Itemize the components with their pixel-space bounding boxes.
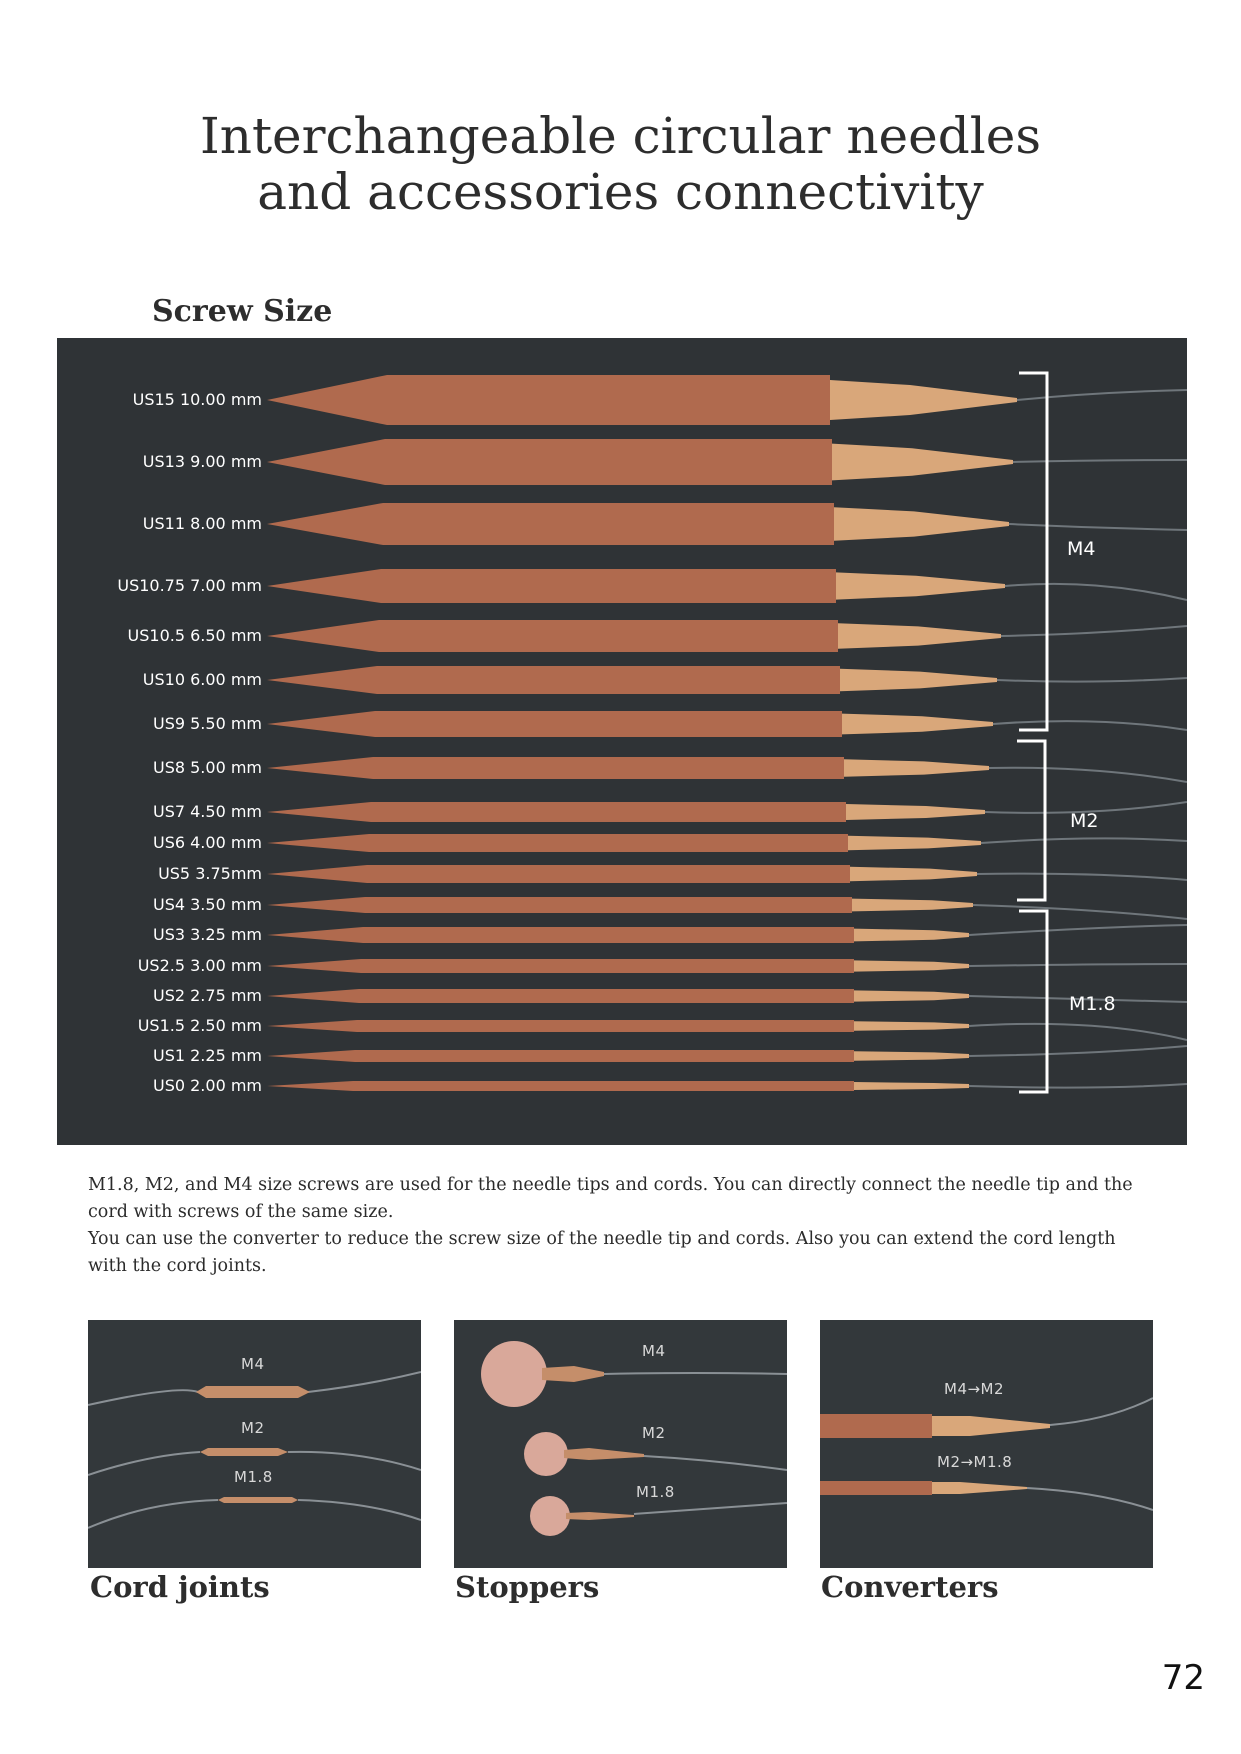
- cord-line: [973, 905, 1187, 919]
- needle-tip: [267, 1050, 854, 1062]
- needle-tip: [267, 439, 832, 485]
- needle: [267, 865, 977, 883]
- needle: [267, 989, 969, 1003]
- size-label: US1.5 2.50 mm: [137, 1016, 262, 1035]
- brass-screw: [844, 759, 989, 777]
- cord-joints-photo: [88, 1320, 421, 1568]
- needle-tip: [267, 959, 854, 973]
- needle-tip: [267, 569, 836, 603]
- needle-tip: [267, 897, 852, 913]
- needle-tip: [267, 989, 854, 1003]
- group-bracket: [1019, 373, 1047, 730]
- brass-screw: [840, 669, 997, 691]
- brass-screw: [838, 623, 1001, 649]
- stopper-ball-m4: [481, 1341, 547, 1407]
- brass-screw: [834, 507, 1009, 541]
- stopper-label-m1-8: M1.8: [636, 1483, 675, 1501]
- brass-screw: [836, 572, 1005, 599]
- needle: [267, 834, 981, 852]
- size-label: US5 3.75mm: [158, 864, 262, 883]
- title-line-2: and accessories connectivity: [257, 163, 984, 221]
- section-title: Screw Size: [152, 294, 333, 329]
- needle-tip: [267, 620, 838, 652]
- page-title: [0, 108, 1241, 220]
- group-bracket: [1017, 741, 1045, 900]
- cord-line: [969, 1084, 1187, 1088]
- cord-line: [977, 874, 1187, 880]
- cord-line: [1027, 1488, 1153, 1510]
- joint-m1-8: [218, 1497, 298, 1503]
- stopper-screw-m1-8: [566, 1512, 634, 1520]
- brass-screw: [854, 1021, 969, 1031]
- needle: [267, 757, 989, 779]
- converter-m2-to-m1-8: [932, 1482, 1027, 1494]
- size-label: US6 4.00 mm: [152, 833, 262, 852]
- size-label: US8 5.00 mm: [152, 758, 262, 777]
- converter-label-m4-m2: M4→M2: [944, 1380, 1005, 1398]
- stopper-label-m4: M4: [642, 1342, 666, 1360]
- brass-screw: [842, 714, 993, 735]
- title-line-1: Interchangeable circular needles: [200, 107, 1041, 165]
- caption-stoppers: Stoppers: [455, 1570, 600, 1604]
- size-label: US0 2.00 mm: [152, 1076, 262, 1095]
- group-label-m2: M2: [1070, 810, 1099, 832]
- size-label: US1 2.25 mm: [152, 1046, 262, 1065]
- stopper-label-m2: M2: [642, 1424, 666, 1442]
- stoppers-illustration: [454, 1320, 787, 1568]
- stopper-screw-m4: [542, 1366, 604, 1382]
- converter-needle-m4: [820, 1414, 932, 1438]
- size-label: US3 3.25 mm: [152, 925, 262, 944]
- needle: [267, 620, 1001, 652]
- needle-tip: [267, 927, 854, 943]
- needle-tip: [267, 666, 840, 694]
- brass-screw: [850, 867, 977, 881]
- cord-line: [969, 1024, 1187, 1040]
- size-label: US9 5.50 mm: [152, 714, 262, 733]
- cord-joint-label-m2: M2: [241, 1419, 265, 1437]
- size-label: US10 6.00 mm: [142, 670, 262, 689]
- group-label-m4: M4: [1067, 538, 1096, 560]
- size-label: US11 8.00 mm: [142, 514, 262, 533]
- needle-tip: [267, 1020, 854, 1032]
- cord-line: [969, 964, 1187, 966]
- size-label: US2 2.75 mm: [152, 986, 262, 1005]
- cord-line: [997, 678, 1187, 682]
- needle: [267, 375, 1017, 425]
- brass-screw: [832, 444, 1013, 481]
- cord-line: [634, 1503, 787, 1514]
- cord-line: [1009, 524, 1187, 530]
- joint-m4: [196, 1386, 310, 1398]
- cord-line: [1050, 1398, 1153, 1425]
- needle: [267, 1050, 969, 1062]
- size-label: US10.75 7.00 mm: [117, 576, 262, 595]
- page-number: 72: [1161, 1658, 1205, 1698]
- converters-illustration: [820, 1320, 1153, 1568]
- stopper-screw-m2: [564, 1448, 644, 1460]
- size-label: US13 9.00 mm: [142, 452, 262, 471]
- size-label-column: [57, 338, 262, 1145]
- group-label-m1-8: M1.8: [1069, 993, 1116, 1015]
- needle-tip: [267, 802, 846, 822]
- brass-screw: [846, 804, 985, 820]
- converter-m4-to-m2: [932, 1416, 1050, 1436]
- joint-m2: [200, 1448, 288, 1456]
- cord-line: [644, 1456, 787, 1470]
- cord-line: [1001, 626, 1187, 636]
- description-paragraph-2: You can use the converter to reduce the screw size of the needle tip and cords. Also you can extend the cord length with the cord joints.: [88, 1229, 1116, 1276]
- needle-tip: [267, 865, 850, 883]
- needle-tip: [267, 375, 830, 425]
- needle-tip: [267, 834, 848, 852]
- converters-photo: [820, 1320, 1153, 1568]
- stopper-ball-m2: [524, 1432, 568, 1476]
- size-label: US2.5 3.00 mm: [137, 956, 262, 975]
- needle: [267, 1081, 969, 1091]
- cord-line: [969, 1046, 1187, 1056]
- description-paragraph-1: M1.8, M2, and M4 size screws are used for the needle tips and cords. You can directly connect the needle tip and the cord with screws of the same size.: [88, 1175, 1133, 1222]
- stoppers-photo: [454, 1320, 787, 1568]
- needle: [267, 959, 969, 973]
- cord-line: [1005, 584, 1187, 600]
- brass-screw: [854, 1082, 969, 1090]
- converter-label-m2-m1-8: M2→M1.8: [937, 1453, 1013, 1471]
- caption-cord-joints: Cord joints: [90, 1570, 270, 1604]
- needle-tip: [267, 757, 844, 779]
- needle-tip: [267, 1081, 854, 1091]
- cord-line: [1013, 460, 1187, 462]
- brass-screw: [854, 929, 969, 942]
- brass-screw: [854, 990, 969, 1001]
- size-label: US4 3.50 mm: [152, 895, 262, 914]
- brass-screw: [848, 836, 981, 850]
- description: [88, 1172, 1158, 1280]
- cord-joint-label-m1-8: M1.8: [234, 1468, 273, 1486]
- brass-screw: [830, 380, 1017, 420]
- needle: [267, 569, 1005, 603]
- stopper-ball-m1-8: [530, 1496, 570, 1536]
- needle-tip: [267, 503, 834, 545]
- caption-converters: Converters: [821, 1570, 999, 1604]
- needle: [267, 1020, 969, 1032]
- cord-joint-label-m4: M4: [241, 1355, 265, 1373]
- brass-screw: [852, 899, 973, 912]
- group-brackets: [1017, 373, 1047, 1092]
- cord-line: [604, 1373, 787, 1374]
- needle: [267, 439, 1013, 485]
- needle-size-photo: [57, 338, 1187, 1145]
- needle: [267, 927, 969, 943]
- cord-line: [989, 768, 1187, 782]
- cord-line: [1017, 390, 1187, 400]
- needle-tip: [267, 711, 842, 737]
- size-label: US10.5 6.50 mm: [127, 626, 262, 645]
- size-label: US15 10.00 mm: [132, 390, 262, 409]
- needle: [267, 711, 993, 737]
- cord-line: [88, 1500, 421, 1528]
- needle: [267, 666, 997, 694]
- needle: [267, 802, 985, 822]
- brass-screw: [854, 1051, 969, 1061]
- cord-line: [969, 925, 1187, 935]
- brass-screw: [854, 960, 969, 971]
- group-bracket: [1019, 911, 1047, 1092]
- needle: [267, 897, 973, 913]
- needle: [267, 503, 1009, 545]
- cord-line: [981, 838, 1187, 843]
- converter-needle-m2: [820, 1481, 932, 1495]
- size-label: US7 4.50 mm: [152, 802, 262, 821]
